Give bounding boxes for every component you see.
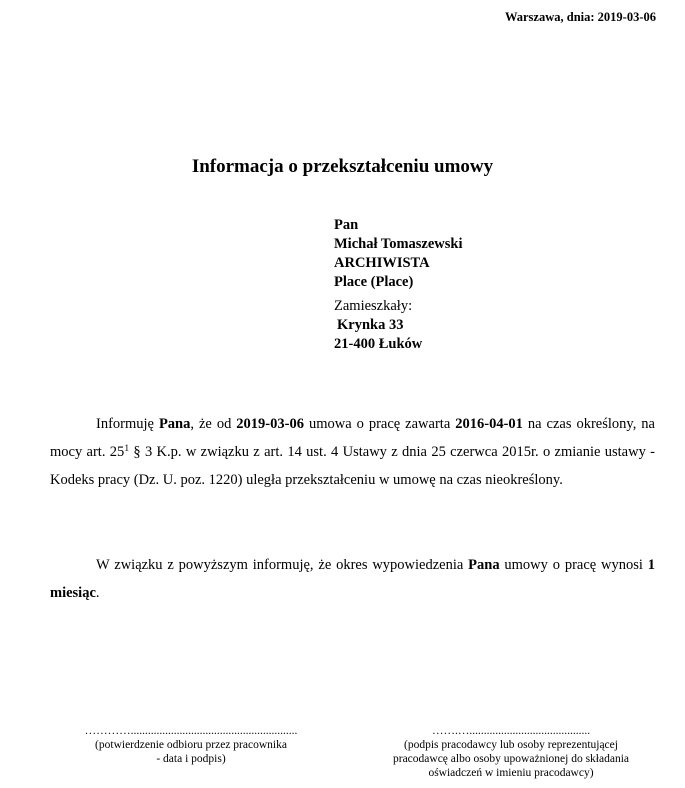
recipient-position: ARCHIWISTA bbox=[334, 255, 430, 271]
p2-bold-notice-period: 1 miesiąc bbox=[50, 557, 656, 601]
employee-signature-caption-2: - data i podpis) bbox=[156, 753, 226, 765]
employee-signature-line: ………….......................................................... bbox=[84, 725, 298, 737]
employer-signature-block bbox=[380, 724, 642, 780]
recipient-salutation: Pan bbox=[334, 217, 359, 233]
employer-signature-caption-3: oświadczeń w imieniu pracodawcy) bbox=[428, 767, 594, 779]
address-city: 21-400 Łuków bbox=[334, 336, 423, 352]
paragraph-contract-conversion bbox=[50, 410, 655, 494]
p2-text-3: . bbox=[95, 585, 100, 601]
employee-signature-caption-1: (potwierdzenie odbioru przez pracownika bbox=[95, 739, 287, 751]
document-date: Warszawa, dnia: 2019-03-06 bbox=[504, 10, 656, 24]
residence-label: Zamieszkały: bbox=[334, 298, 413, 314]
p1-text-5: § 3 K.p. w związku z art. 14 ust. 4 Ustawy z dnia 25 czerwca 2015r. o zmianie ustawy - Kodeks pracy (Dz. U. poz. 1220) uległa przekształceniu w umowę na czas nieokreślony. bbox=[50, 444, 655, 488]
employer-signature-caption-2: pracodawcę albo osoby upoważnionej do składania bbox=[393, 753, 629, 765]
employee-signature-block bbox=[80, 724, 302, 766]
p1-superscript: 1 bbox=[124, 444, 130, 454]
p1-text-2: , że od bbox=[190, 416, 237, 432]
paragraph-notice-period bbox=[50, 551, 655, 607]
p1-bold-effective-date: 2019-03-06 bbox=[236, 416, 304, 432]
employer-signature-caption-1: (podpis pracodawcy lub osoby reprezentującej bbox=[404, 739, 618, 751]
recipient-place: Place (Place) bbox=[334, 274, 414, 290]
recipient-block bbox=[334, 216, 463, 354]
p2-text-1: W związku z powyższym informuję, że okres wypowiedzenia bbox=[96, 557, 469, 573]
p1-bold-addressee: Pana bbox=[158, 416, 191, 432]
p2-bold-addressee: Pana bbox=[468, 557, 500, 573]
p2-text-2: umowy o pracę wynosi bbox=[499, 557, 648, 573]
p1-bold-contract-date: 2016-04-01 bbox=[455, 416, 523, 432]
document-title: Informacja o przekształceniu umowy bbox=[191, 156, 494, 177]
employer-signature-line: …….….......................................... bbox=[431, 725, 591, 737]
p1-text-4: na czas określony, na mocy art. 25 bbox=[50, 416, 655, 460]
p1-text-3: umowa o pracę zawarta bbox=[303, 416, 456, 432]
recipient-name: Michał Tomaszewski bbox=[334, 236, 463, 252]
p1-text-1: Informuję bbox=[96, 416, 159, 432]
address-street: Krynka 33 bbox=[337, 317, 404, 333]
